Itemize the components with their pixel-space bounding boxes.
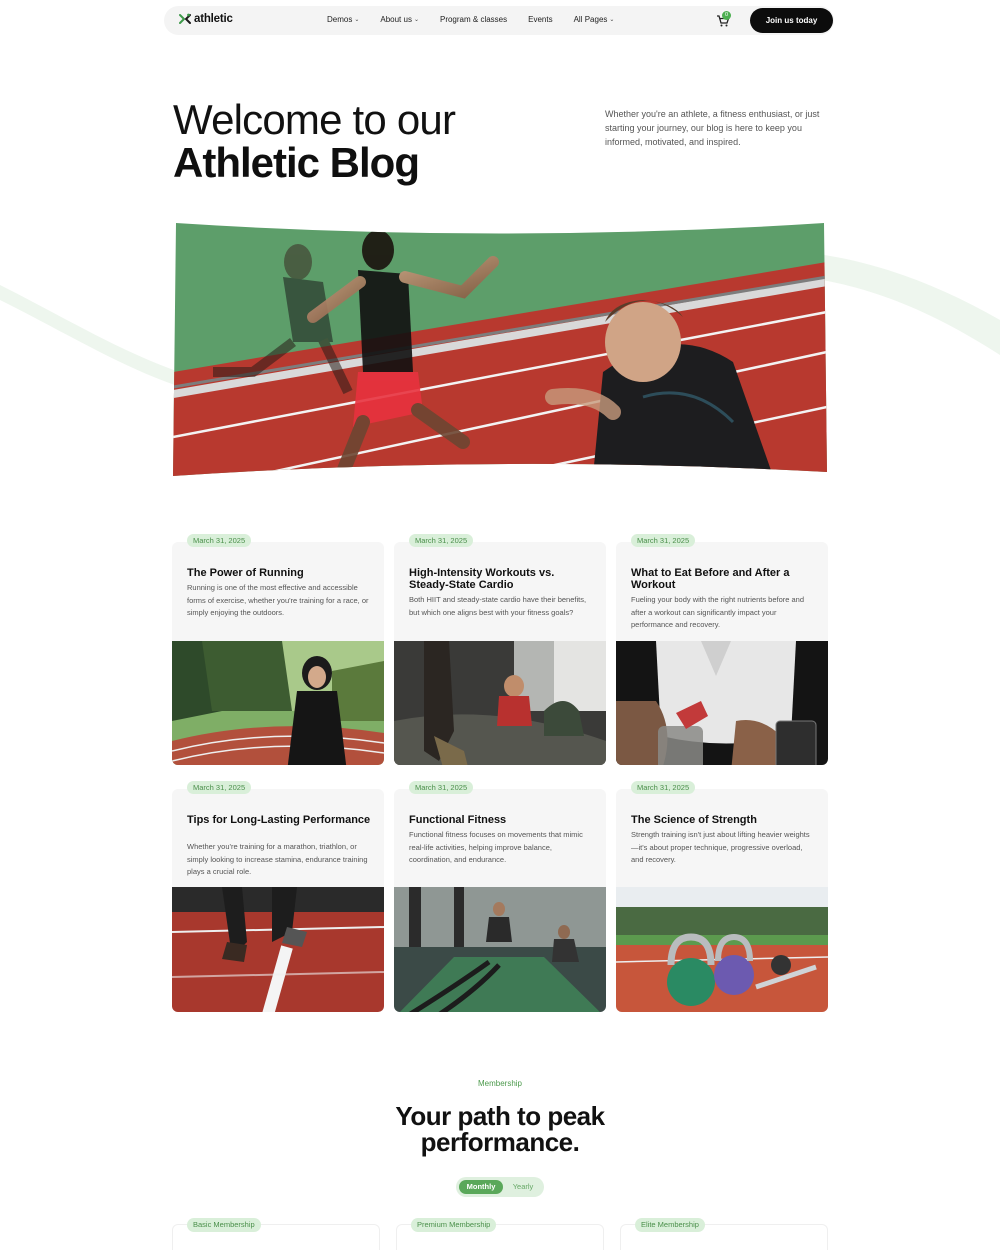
nutrition-shaker-image	[616, 641, 828, 765]
post-excerpt: Strength training isn't just about lifting heavier weights—it's about proper technique, progressive overload, and recovery.	[631, 830, 810, 864]
blog-card[interactable]	[394, 534, 606, 765]
athletic-logo-icon	[179, 13, 191, 25]
blog-card[interactable]	[172, 534, 384, 765]
brand-logo[interactable]	[179, 13, 233, 25]
nav-item-all-pages[interactable]	[574, 15, 615, 24]
brand-name: athletic	[194, 13, 233, 25]
post-date-badge: March 31, 2025	[409, 534, 473, 547]
plan-card-elite[interactable]	[620, 1220, 828, 1250]
nav-item-about-us[interactable]	[380, 15, 419, 24]
nav-item-events[interactable]	[528, 15, 552, 24]
card-body	[394, 542, 606, 765]
nav-label: Program & classes	[439, 15, 508, 24]
post-date-badge: March 31, 2025	[409, 781, 473, 794]
plan-card-basic[interactable]	[172, 1220, 380, 1250]
nav-label: About us	[380, 15, 412, 24]
plan-badge: Premium Membership	[411, 1218, 496, 1232]
nav-item-program-classes[interactable]	[440, 15, 507, 24]
post-excerpt: Fueling your body with the right nutrients before and after a workout can significantly impact your performance and recovery.	[631, 595, 805, 629]
post-date-badge: March 31, 2025	[631, 781, 695, 794]
post-excerpt: Both HIIT and steady-state cardio have their benefits, but which one aligns best with your fitness goals?	[409, 595, 587, 617]
hiit-class-image	[394, 641, 606, 765]
card-body	[616, 542, 828, 765]
post-title[interactable]: The Power of Running	[187, 567, 304, 579]
monthly-toggle[interactable]: Monthly	[459, 1180, 503, 1194]
nav-links	[327, 15, 614, 24]
chevron-down-icon: ⌄	[354, 17, 360, 23]
blog-card[interactable]	[616, 534, 828, 765]
card-body	[394, 789, 606, 1012]
nav-item-demos[interactable]	[327, 15, 359, 24]
sprint-start-image	[172, 887, 384, 1012]
join-us-button[interactable]: Join us today	[750, 8, 833, 33]
title-bold: performance.	[420, 1127, 580, 1157]
post-image[interactable]	[394, 641, 606, 765]
nav-label: Events	[528, 15, 553, 24]
membership-title	[0, 1103, 1000, 1155]
blog-card[interactable]	[172, 781, 384, 1012]
post-title[interactable]: The Science of Strength	[631, 814, 757, 826]
card-body	[172, 789, 384, 1012]
chevron-down-icon: ⌄	[609, 17, 615, 23]
card-body	[616, 789, 828, 1012]
page-title	[173, 98, 455, 185]
post-excerpt: Functional fitness focuses on movements that mimic real-life activities, helping improve balance, coordination, and endurance.	[409, 830, 583, 864]
running-woman-image	[172, 641, 384, 765]
battle-ropes-image	[394, 887, 606, 1012]
plan-card-premium[interactable]	[396, 1220, 604, 1250]
plan-badge: Elite Membership	[635, 1218, 705, 1232]
hero-description: Whether you're an athlete, a fitness enthusiast, or just starting your journey, our blog is here to keep you informed, motivated, and inspired.	[605, 109, 820, 147]
title-line-2: Athletic Blog	[173, 139, 419, 187]
post-image[interactable]	[172, 641, 384, 765]
post-excerpt: Running is one of the most effective and accessible forms of exercise, whether you're training for a race, or simply enjoying the outdoors.	[187, 583, 369, 617]
post-image[interactable]	[394, 887, 606, 1012]
plan-badge: Basic Membership	[187, 1218, 261, 1232]
billing-toggle	[456, 1177, 544, 1197]
nav-label: Demos	[327, 15, 353, 24]
blog-card[interactable]	[394, 781, 606, 1012]
title-line-1: Welcome to our	[173, 96, 456, 143]
kettlebells-image	[616, 887, 828, 1012]
hero-image	[173, 222, 827, 476]
cart-count-badge: 0	[722, 11, 731, 20]
yearly-toggle[interactable]: Yearly	[512, 1182, 534, 1191]
chevron-down-icon: ⌄	[413, 17, 419, 23]
blog-card[interactable]	[616, 781, 828, 1012]
post-title[interactable]: What to Eat Before and After a Workout	[631, 567, 790, 591]
post-image[interactable]	[616, 887, 828, 1012]
membership-eyebrow: Membership	[477, 1079, 522, 1088]
title-regular: Your path to	[395, 1101, 548, 1131]
post-date-badge: March 31, 2025	[187, 781, 251, 794]
post-excerpt: Whether you're training for a marathon, triathlon, or simply looking to increase stamina, endurance training plays a crucial role.	[187, 842, 368, 876]
post-image[interactable]	[616, 641, 828, 765]
title-bold: peak	[547, 1101, 605, 1131]
post-title[interactable]: Tips for Long-Lasting Performance	[187, 814, 371, 826]
top-navigation	[164, 6, 834, 35]
card-body	[172, 542, 384, 765]
post-title[interactable]: Functional Fitness	[409, 814, 507, 826]
post-date-badge: March 31, 2025	[187, 534, 251, 547]
post-date-badge: March 31, 2025	[631, 534, 695, 547]
post-image[interactable]	[172, 887, 384, 1012]
post-title[interactable]: High-Intensity Workouts vs. Steady-State Cardio	[409, 567, 555, 591]
nav-label: All Pages	[573, 15, 608, 24]
